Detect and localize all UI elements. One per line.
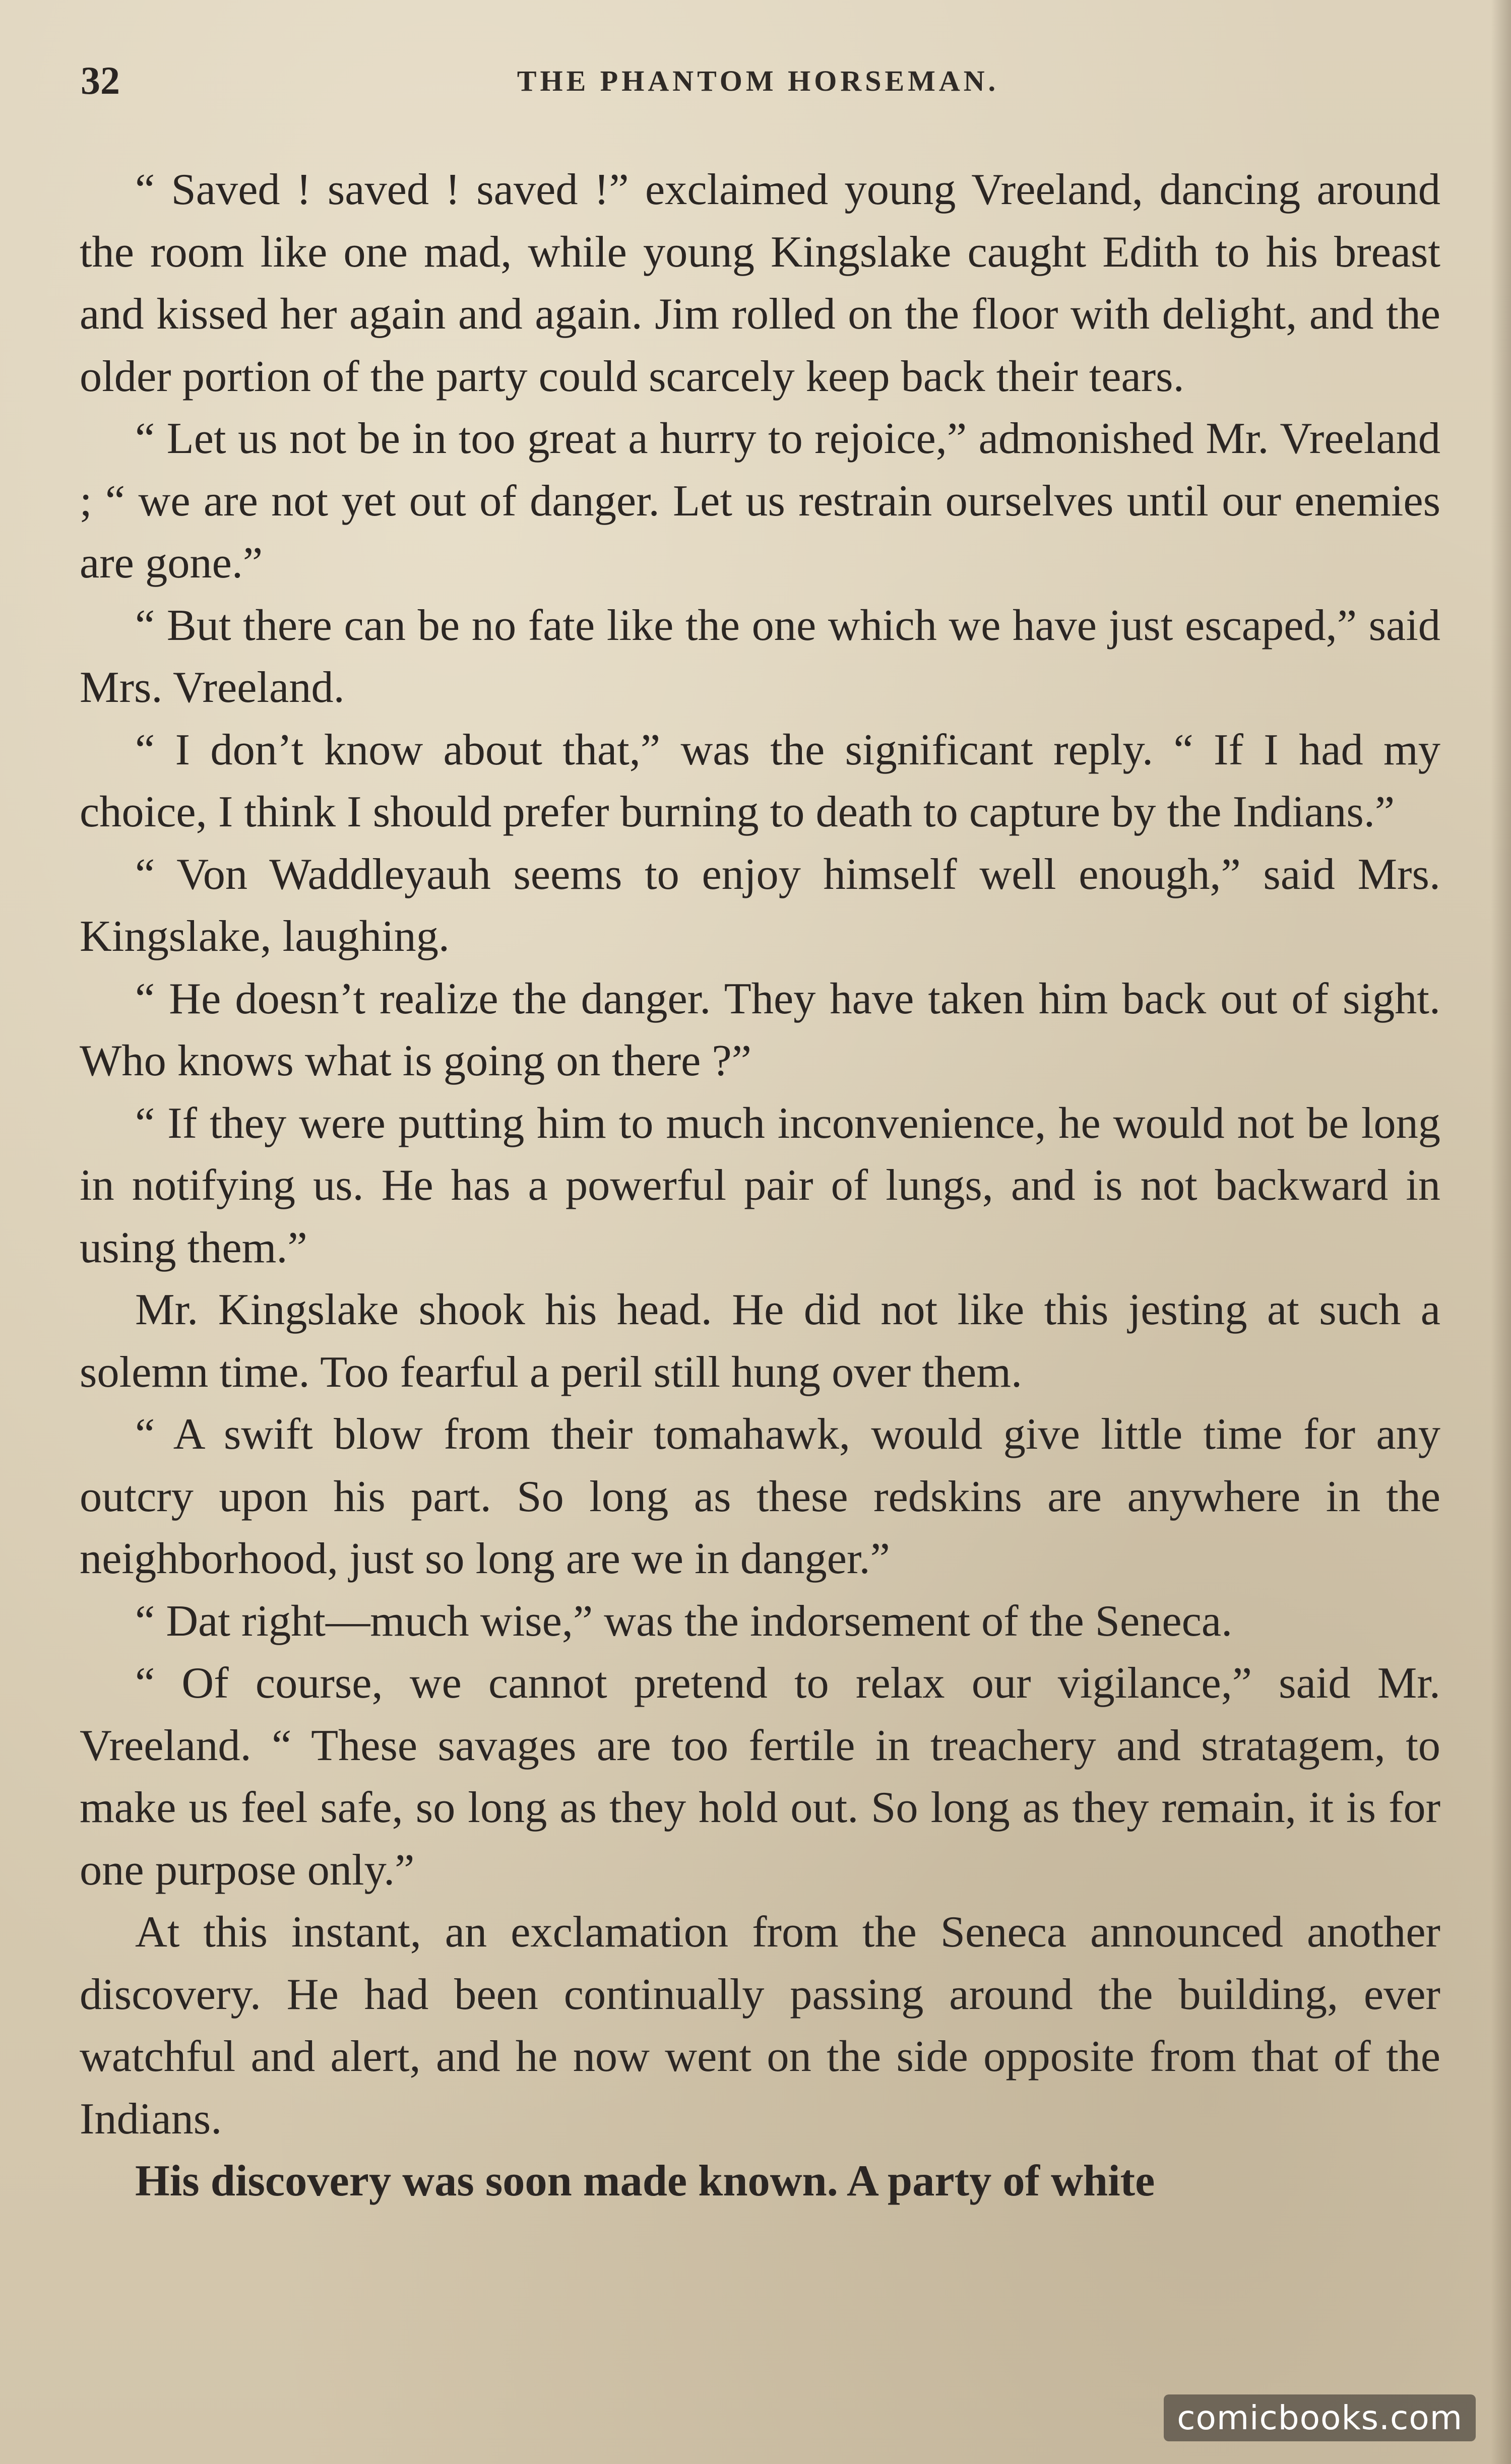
paragraph-7: “ If they were putting him to much inconvenience, he would not be long in notifying us. He has a powerful pair of lungs, and is not backward in using them.”	[80, 1098, 1440, 1272]
paragraph-12: At this instant, an exclamation from the Seneca announced another discovery. He had been continually passing around the building, ever watchful and alert, and he now went on the side opposite from that of the Indians.	[80, 1907, 1440, 2144]
page-edge-shadow	[1491, 0, 1511, 2464]
site-watermark: comicbooks.com	[1164, 2394, 1476, 2441]
paragraph-11: “ Of course, we cannot pretend to relax our vigilance,” said Mr. Vreeland. “ These savages are too fertile in treachery and stratagem, to make us feel safe, so long as they hold out. So long as they remain, it is for one purpose only.”	[80, 1658, 1440, 1895]
running-title: THE PHANTOM HORSEMAN.	[517, 64, 999, 97]
page-header	[81, 53, 1435, 108]
paragraph-3: “ But there can be no fate like the one which we have just escaped,” said Mrs. Vreeland.	[80, 600, 1440, 712]
paragraph-1: “ Saved ! saved ! saved !” exclaimed young Vreeland, dancing around the room like one mad, while young Kingslake caught Edith to his breast and kissed her again and again. Jim rolled on the floor with delight, and the older portion of the party could scarcely keep back their tears.	[80, 165, 1440, 401]
paragraph-2: “ Let us not be in too great a hurry to rejoice,” admonished Mr. Vreeland ; “ we are not yet out of danger. Let us restrain ourselves until our enemies are gone.”	[80, 414, 1440, 588]
paragraph-10: “ Dat right—much wise,” was the indorsement of the Seneca.	[135, 1596, 1233, 1646]
paragraph-5: “ Von Waddleyauh seems to enjoy himself well enough,” said Mrs. Kingslake, laughing.	[80, 849, 1440, 961]
paragraph-8: Mr. Kingslake shook his head. He did not like this jesting at such a solemn time. Too fearful a peril still hung over them.	[80, 1285, 1440, 1397]
paragraph-4: “ I don’t know about that,” was the significant reply. “ If I had my choice, I think I should prefer burning to death to capture by the Indians.”	[80, 725, 1440, 836]
body-text	[80, 159, 1440, 2213]
paragraph-9: “ A swift blow from their tomahawk, would give little time for any outcry upon his part. So long as these redskins are anywhere in the neighborhood, just so long are we in danger.”	[80, 1409, 1440, 1583]
paragraph-6: “ He doesn’t realize the danger. They have taken him back out of sight. Who knows what is going on there ?”	[80, 974, 1440, 1085]
paragraph-13: His discovery was soon made known. A party of white	[135, 2156, 1155, 2206]
page-number: 32	[81, 58, 120, 102]
